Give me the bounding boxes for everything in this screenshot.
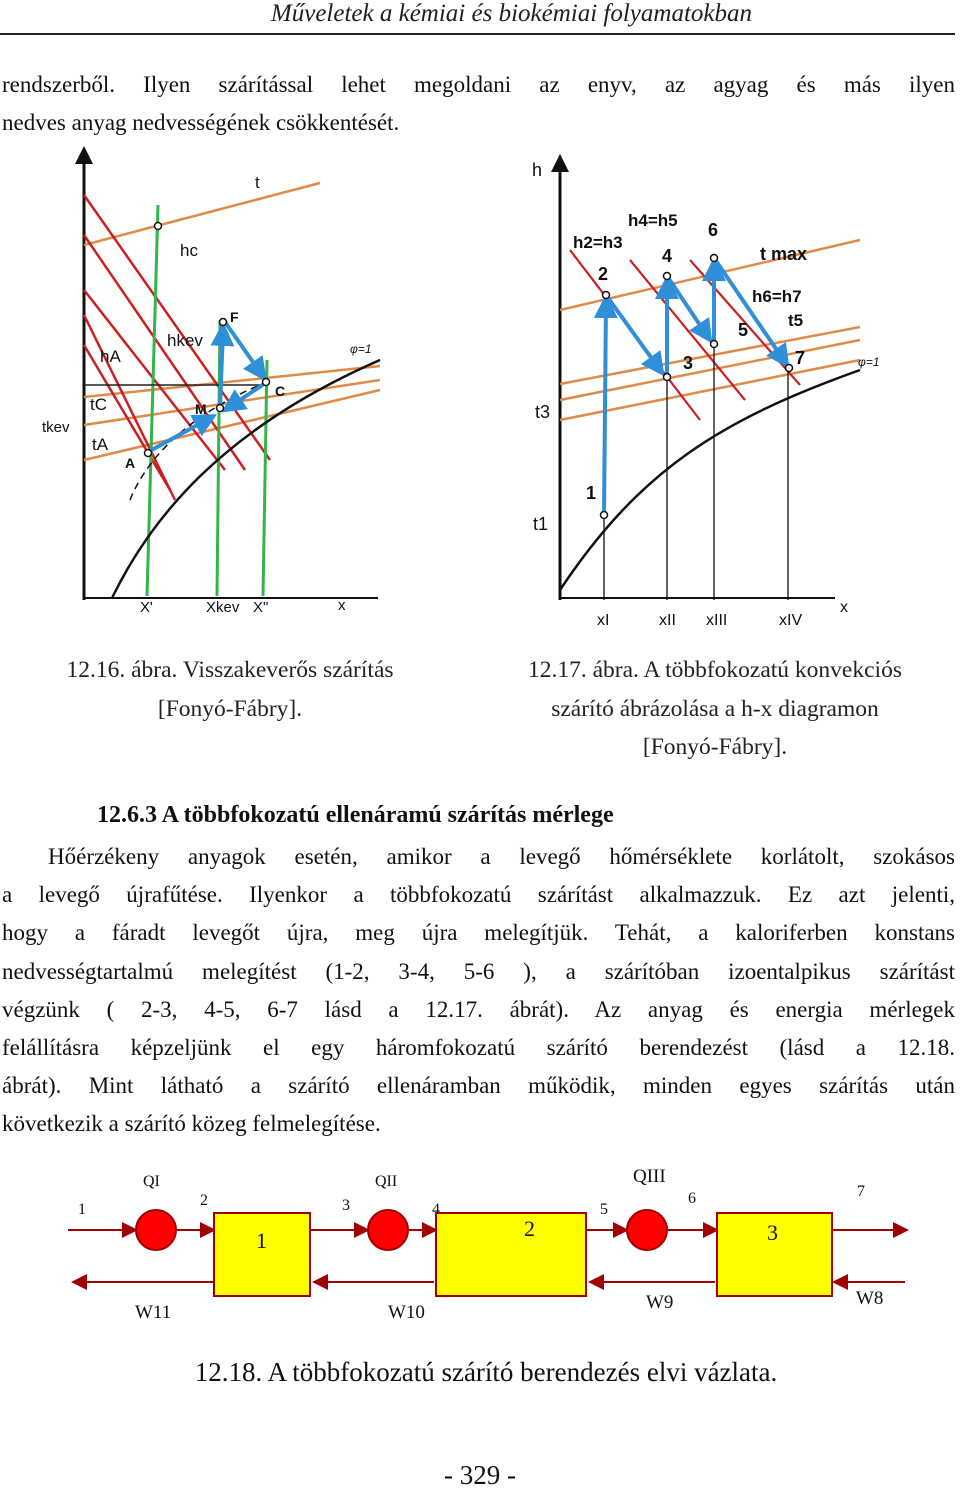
- label-point-4: 4: [662, 246, 673, 266]
- label-t: t: [255, 173, 260, 192]
- label-hc: hc: [180, 241, 198, 260]
- caption-line: [Fonyó-Fábry].: [642, 734, 788, 761]
- label-xII: xII: [659, 612, 676, 629]
- label-hA: hA: [100, 347, 121, 366]
- label-point-3: 3: [683, 353, 694, 373]
- process-arrows: [148, 322, 267, 452]
- label-M: M: [195, 401, 207, 417]
- section-title: 12.6.3 A többfokozatú ellenáramú szárítás mérlege: [97, 802, 614, 828]
- label-dryer-2: 2: [524, 1216, 535, 1241]
- label-xIII: xIII: [706, 612, 728, 629]
- label-n7: 7: [857, 1183, 865, 1200]
- label-tkev: tkev: [42, 419, 70, 436]
- label-n4: 4: [432, 1201, 440, 1218]
- body-line: a levegő újrafűtése. Ilyenkor a többfokozatú szárítást alkalmazzuk. Ez azt jelenti,: [2, 882, 955, 908]
- figure-12-18-caption: 12.18. A többfokozatú szárító berendezés elvi vázlata.: [194, 1357, 778, 1387]
- intro-line: rendszerből. Ilyen szárítással lehet megoldani az enyv, az agyag és más ilyen: [2, 72, 955, 97]
- label-dryer-1: 1: [256, 1228, 267, 1253]
- caption-line: szárító ábrázolása a h-x diagramon: [551, 695, 879, 722]
- caption-line: 12.16. ábra. Visszakeverős szárítás: [66, 657, 394, 683]
- dryer-2: [436, 1213, 586, 1296]
- intro-line: nedves anyag nedvességének csökkentését.: [2, 110, 400, 136]
- figure-12-18: [60, 1160, 920, 1340]
- label-xIV: xIV: [779, 612, 803, 629]
- label-dryer-3: 3: [767, 1220, 778, 1245]
- label-n2: 2: [200, 1192, 208, 1209]
- figure-12-17-caption: [470, 651, 960, 767]
- label-n1: 1: [78, 1201, 86, 1218]
- label-h4h5: h4=h5: [628, 211, 678, 230]
- header-rule: [0, 33, 955, 35]
- label-W10: W10: [388, 1302, 425, 1323]
- page-number: - 329 -: [444, 1460, 516, 1490]
- dryer-group: [214, 1213, 832, 1296]
- body-line: Hőérzékeny anyagok esetén, amikor a levegő hőmérséklete korlátolt, szokásos: [48, 844, 955, 869]
- label-phi: φ=1: [858, 355, 880, 369]
- dryer-1: [214, 1213, 310, 1296]
- label-Q2: QII: [375, 1173, 398, 1190]
- body-line: hogy a fáradt levegőt újra, meg újra melegítjük. Tehát, a kaloriferben konstans: [2, 920, 955, 946]
- label-point-5: 5: [738, 320, 749, 340]
- heater-1: [136, 1210, 176, 1250]
- label-tA: tA: [92, 435, 109, 454]
- label-h2h3: h2=h3: [573, 233, 623, 252]
- label-t3: t3: [535, 402, 551, 422]
- label-t5: t5: [788, 311, 804, 330]
- label-point-7: 7: [795, 348, 806, 368]
- label-xkev: Xkev: [206, 599, 240, 616]
- label-x1: X': [140, 599, 153, 616]
- label-C: C: [275, 383, 286, 399]
- intro-paragraph: [2, 66, 955, 142]
- heater-3: [627, 1210, 667, 1250]
- body-line: nedvességtartalmú melegítést (1-2, 3-4, 5-6 ), a szárítóban izoentalpikus szárítást: [2, 958, 955, 984]
- label-Q3: QIII: [633, 1166, 666, 1187]
- label-x: x: [338, 597, 346, 614]
- section-paragraph: [2, 838, 955, 1144]
- label-x2: X": [253, 599, 269, 616]
- label-h: h: [532, 160, 543, 180]
- label-t1: t1: [533, 514, 549, 534]
- label-point-6: 6: [708, 220, 719, 240]
- figure-12-17: [525, 150, 895, 630]
- label-n5: 5: [600, 1201, 608, 1218]
- label-point-1: 1: [586, 483, 597, 503]
- label-tmax: t max: [760, 244, 808, 264]
- label-point-2: 2: [598, 264, 609, 284]
- header-title: Műveletek a kémiai és biokémiai folyamatokban: [270, 0, 752, 27]
- label-xI: xI: [597, 612, 610, 629]
- body-line: következik a szárító közeg felmelegítése.: [2, 1111, 381, 1137]
- label-h6h7: h6=h7: [752, 287, 802, 306]
- label-W8: W8: [856, 1288, 884, 1309]
- label-n6: 6: [688, 1190, 696, 1207]
- label-tC: tC: [90, 395, 107, 414]
- label-n3: 3: [342, 1197, 350, 1214]
- caption-line: [Fonyó-Fábry].: [157, 695, 303, 722]
- running-header: [0, 0, 960, 40]
- label-W9: W9: [646, 1292, 674, 1313]
- body-line: végzünk ( 2-3, 4-5, 6-7 lásd a 12.17. ábrát). Az anyag és energia mérlegek: [2, 996, 955, 1022]
- body-line: felállításra képzeljünk el egy háromfokozatú szárító berendezést (lásd a 12.18.: [2, 1035, 955, 1061]
- figure-12-16-caption: [20, 651, 440, 728]
- figure-12-16: [40, 140, 420, 630]
- label-Q1: QI: [143, 1173, 160, 1190]
- caption-line: 12.17. ábra. A többfokozatú konvekciós: [528, 657, 902, 683]
- label-A: A: [125, 455, 136, 471]
- label-x: x: [840, 599, 848, 616]
- label-hkev: hkev: [167, 331, 203, 350]
- label-W11: W11: [135, 1302, 172, 1323]
- label-F: F: [230, 309, 239, 325]
- label-phi: φ=1: [350, 342, 372, 356]
- heater-2: [368, 1210, 408, 1250]
- body-line: ábrát). Mint látható a szárító ellenáramban működik, minden egyes szárítás után: [2, 1073, 955, 1099]
